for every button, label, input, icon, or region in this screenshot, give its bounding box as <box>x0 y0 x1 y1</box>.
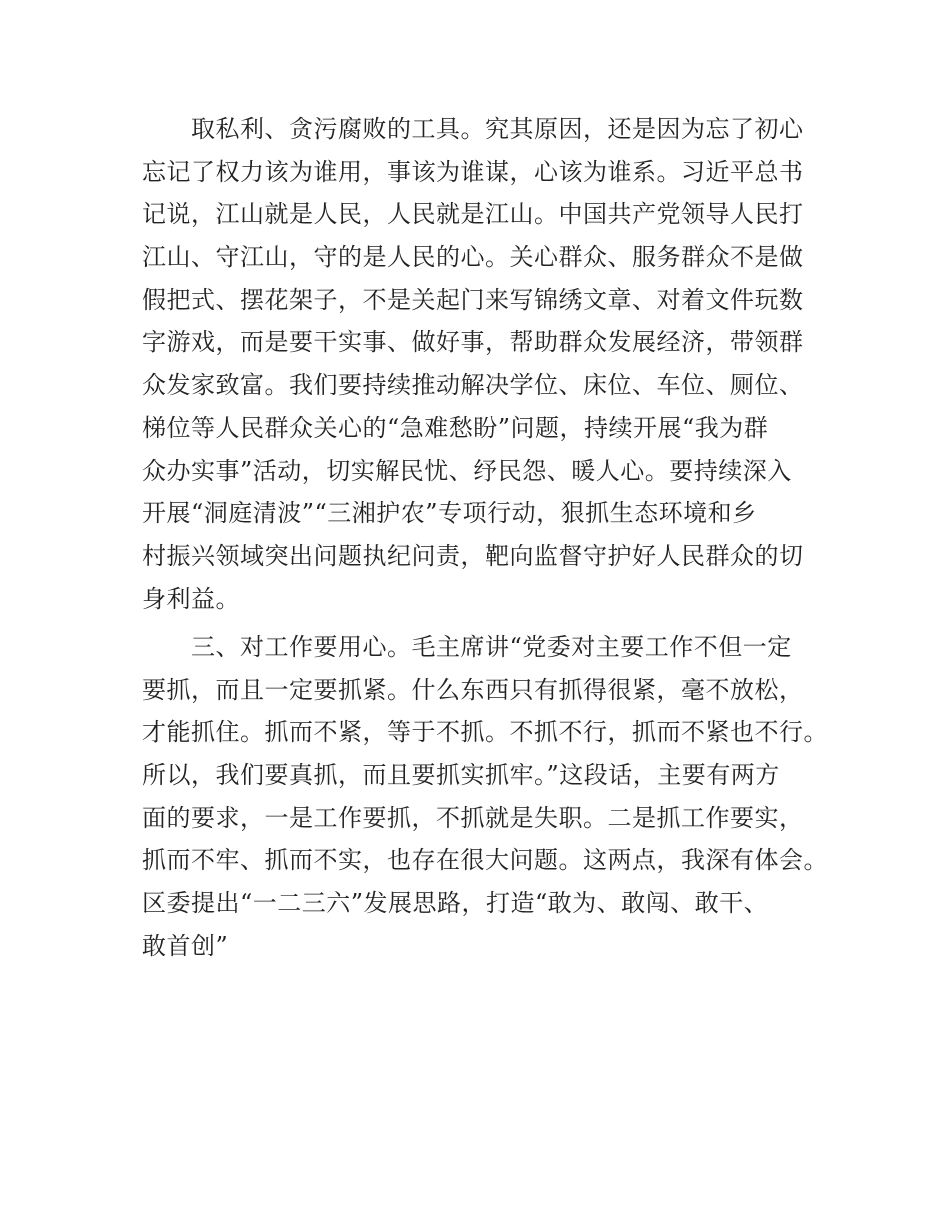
paragraph-line: 梯位等人民群众关心的“急难愁盼”问题，持续开展“我为群 <box>142 413 769 442</box>
paragraph-line: 要抓，而且一定要抓紧。什么东西只有抓得很紧，毫不放松， <box>142 675 804 704</box>
paragraph-line: 取私利、贪污腐败的工具。究其原因，还是因为忘了初心 <box>191 115 804 143</box>
paragraph-line: 记说，江山就是人民，人民就是江山。中国共产党领导人民打 <box>142 200 804 229</box>
paragraph-line: 身利益。 <box>142 584 240 613</box>
paragraph-line: 众办实事”活动，切实解民忧、纾民怨、暖人心。要持续深入 <box>142 456 792 485</box>
paragraph-line: 抓而不牢、抓而不实，也存在很大问题。这两点，我深有体会。 <box>142 846 828 875</box>
paragraph-line: 三、对工作要用心。毛主席讲“党委对主要工作不但一定 <box>191 633 792 661</box>
paragraph-line: 众发家致富。我们要持续推动解决学位、床位、车位、厕位、 <box>142 371 804 400</box>
paragraph-line: 区委提出“一二三六”发展思路，打造“敢为、敢闯、敢干、 <box>142 889 769 918</box>
paragraph-line: 忘记了权力该为谁用，事该为谁谋，心该为谁系。习近平总书 <box>142 157 804 186</box>
paragraph-line: 江山、守江山，守的是人民的心。关心群众、服务群众不是做 <box>142 243 804 272</box>
paragraph-line: 村振兴领域突出问题执纪问责，靶向监督守护好人民群众的切 <box>142 541 804 570</box>
paragraph-work-diligence <box>142 626 828 968</box>
paragraph-line: 所以，我们要真抓，而且要抓实抓牢。”这段话，主要有两方 <box>142 761 780 790</box>
paragraph-line: 字游戏，而是要干实事、做好事，帮助群众发展经济，带领群 <box>142 328 804 357</box>
paragraph-line: 开展“洞庭清波”“三湘护农”专项行动，狠抓生态环境和乡 <box>142 499 757 528</box>
paragraph-line: 才能抓住。抓而不紧，等于不抓。不抓不行，抓而不紧也不行。 <box>142 718 828 747</box>
paragraph-line: 面的要求，一是工作要抓，不抓就是失职。二是抓工作要实， <box>142 803 804 832</box>
paragraph-people-interests <box>142 108 812 620</box>
paragraph-line: 假把式、摆花架子，不是关起门来写锦绣文章、对着文件玩数 <box>142 285 804 314</box>
paragraph-line: 敢首创” <box>142 931 229 960</box>
